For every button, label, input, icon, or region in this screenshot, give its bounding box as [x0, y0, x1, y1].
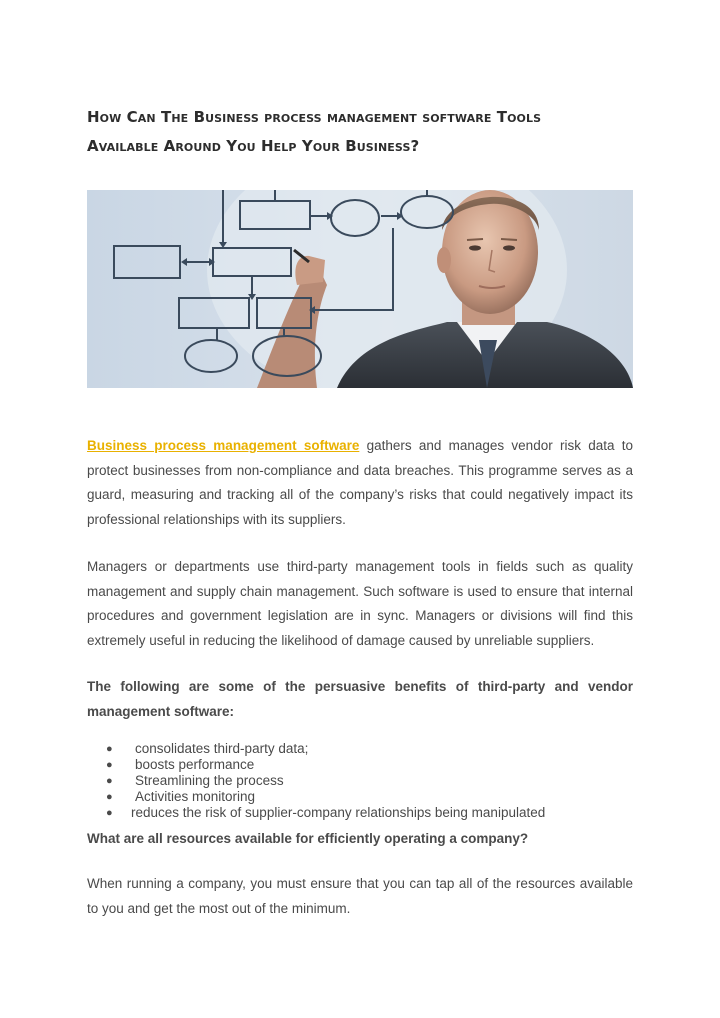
list-item: ● Streamlining the process — [106, 773, 284, 788]
list-item: ● Activities monitoring — [106, 789, 256, 804]
benefits-heading: The following are some of the persuasive benefits of third-party and vendor management software: — [87, 679, 633, 719]
bpm-software-link[interactable]: Business process management software — [87, 438, 360, 453]
list-item: ● boosts performance — [106, 757, 255, 772]
bullet-icon: ● — [106, 759, 113, 771]
bullet-icon: ● — [106, 807, 113, 819]
bullet-icon: ● — [106, 791, 113, 803]
intro-paragraph — [87, 434, 633, 532]
resources-paragraph: When running a company, you must ensure that you can tap all of the resources available to you and get the most out of the minimum. — [87, 876, 633, 916]
bullet-icon: ● — [106, 743, 113, 755]
hero-image — [87, 190, 633, 388]
bullet-icon: ● — [106, 775, 113, 787]
businessman-flowchart-illustration — [87, 190, 633, 388]
title-line-2: Available Around You Help Your Business? — [87, 137, 420, 155]
page-title — [87, 103, 647, 161]
resources-heading: What are all resources available for efficiently operating a company? — [87, 831, 529, 846]
managers-paragraph: Managers or departments use third-party management tools in fields such as quality management and supply chain management. Such software is used to ensure that internal procedures and government legislation are in sync. Managers or divisions will find this extremely useful in reducing the likelihood of damage caused by unreliable suppliers. — [87, 559, 633, 648]
list-item: ● reduces the risk of supplier-company relationships being manipulated — [106, 805, 546, 820]
title-line-1: How Can The Business process management software Tools — [87, 108, 542, 126]
intro-paragraph-text: gathers and manages vendor risk data to protect businesses from non-compliance and data breaches. This programme serves as a guard, measuring and tracking all of the company’s risks that could negatively impact its professional relationships with its suppliers. — [87, 438, 633, 527]
list-item: ● consolidates third-party data; — [106, 741, 309, 756]
benefits-list — [87, 741, 633, 821]
